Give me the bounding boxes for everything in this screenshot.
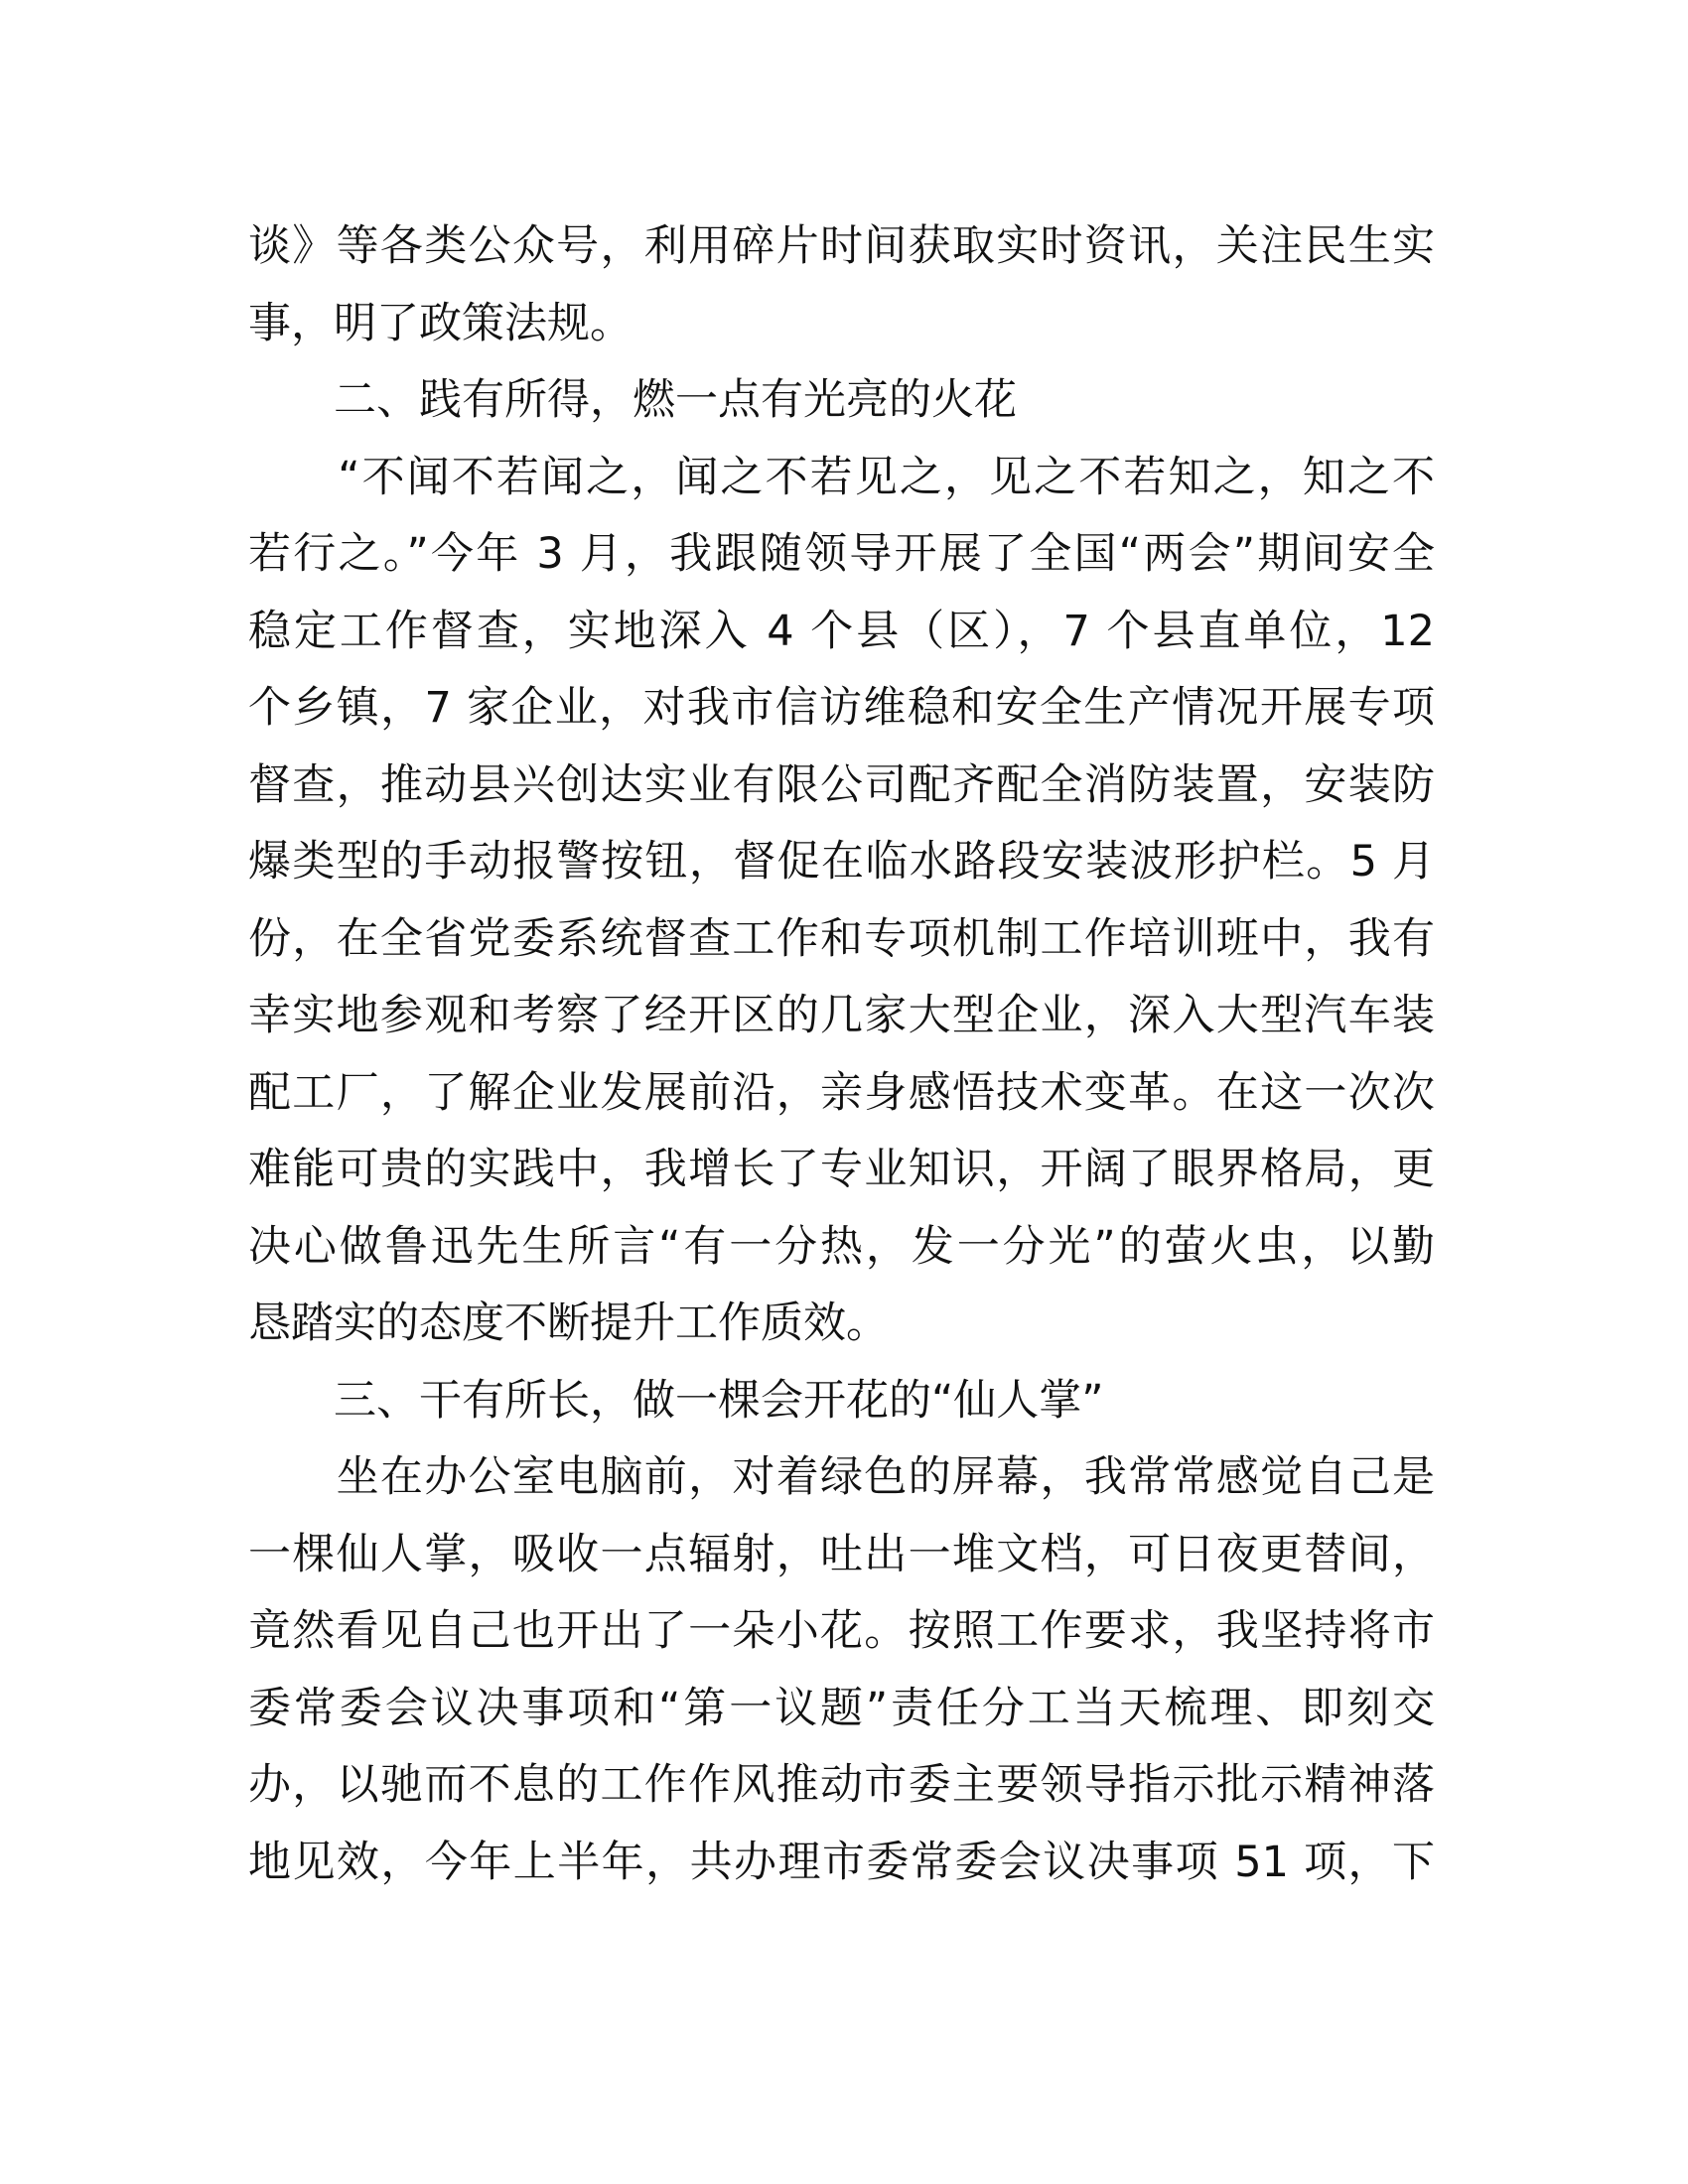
text-line: 恳踏实的态度不断提升工作质效。 [248,1298,889,1348]
text-line: 一棵仙人掌，吸收一点辐射，吐出一堆文档，可日夜更替间， [248,1529,1435,1579]
heading-text: 三、干有所长，做一棵会开花的“仙人掌” [334,1375,1104,1426]
text-line: 办，以驰而不息的工作作风推动市委主要领导指示批示精神落 [248,1760,1435,1810]
text-line: 若行之。”今年 3 月，我跟随领导开展了全国“两会”期间安全 [248,529,1435,579]
text-line: 爆类型的手动报警按钮，督促在临水路段安装波形护栏。5 月 [248,837,1435,887]
text-line: 委常委会议决事项和“第一议题”责任分工当天梳理、即刻交 [248,1683,1435,1733]
section-heading-2 [248,362,1435,440]
text-line: 配工厂，了解企业发展前沿，亲身感悟技术变革。在这一次次 [248,1067,1435,1118]
text-line: 个乡镇，7 家企业，对我市信访维稳和安全生产情况开展专项 [248,683,1435,733]
text-line: 份，在全省党委系统督查工作和专项机制工作培训班中，我有 [248,913,1435,964]
section-heading-3 [248,1363,1435,1440]
text-line: 竟然看见自己也开出了一朵小花。按照工作要求，我坚持将市 [248,1606,1435,1656]
text-line: “不闻不若闻之，闻之不若见之，见之不若知之，知之不 [248,452,1435,502]
text-line: 谈》等各类公众号，利用碎片时间获取实时资讯，关注民生实 [248,221,1435,271]
text-line: 督查，推动县兴创达实业有限公司配齐配全消防装置，安装防 [248,759,1435,810]
paragraph-3 [248,1439,1435,1901]
text-line: 事，明了政策法规。 [248,298,633,348]
text-line: 难能可贵的实践中，我增长了专业知识，开阔了眼界格局，更 [248,1145,1435,1194]
text-line: 幸实地参观和考察了经开区的几家大型企业，深入大型汽车装 [248,991,1435,1040]
paragraph-2 [248,440,1435,1363]
text-line: 坐在办公室电脑前，对着绿色的屏幕，我常常感觉自己是 [248,1452,1435,1502]
text-line: 决心做鲁迅先生所言“有一分热，发一分光”的萤火虫，以勤 [248,1221,1435,1272]
paragraph-1 [248,208,1435,362]
text-line: 地见效，今年上半年，共办理市委常委会议决事项 51 项，下 [248,1837,1435,1887]
heading-text: 二、践有所得，燃一点有光亮的火花 [334,375,1017,425]
text-line: 稳定工作督查，实地深入 4 个县（区），7 个县直单位，12 [248,606,1435,656]
document-body [248,208,1435,1901]
